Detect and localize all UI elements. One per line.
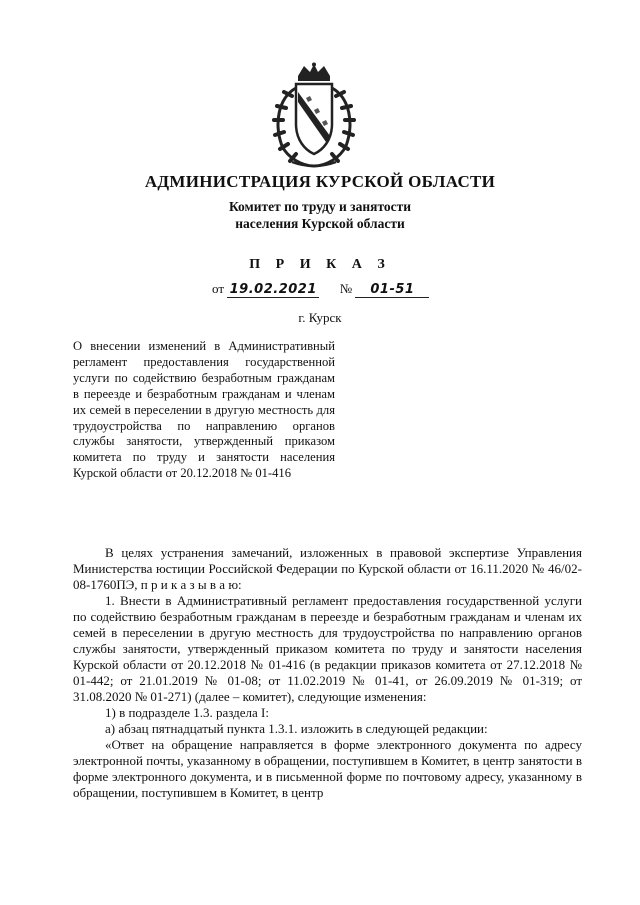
department-line-1: Комитет по труду и занятости (228, 199, 412, 214)
order-date-number (212, 281, 429, 298)
order-date: 19.02.2021 (229, 282, 317, 297)
paragraph-subitem-a: а) абзац пятнадцатый пункта 1.3.1. изложить в следующей редакции: (105, 721, 488, 736)
coat-of-arms-icon (268, 62, 360, 170)
number-prefix: № (339, 281, 353, 296)
order-number: 01-51 (370, 282, 415, 297)
date-prefix: от (212, 281, 225, 296)
order-date-field (227, 281, 319, 298)
paragraph-preamble: В целях устранения замечаний, изложенных в правовой экспертизе Управления Министерства юстиции Российской Федерации по Курской области от 16.11.2020 № 46/02-08-1760ПЭ, п р и к а з ы в а ю: (73, 545, 582, 592)
department-line-2: населения Курской области (235, 216, 405, 231)
paragraph-item-1: 1. Внести в Административный регламент предоставления государственной услуги по содействию безработным гражданам в переезде и безработным гражданам и членам их семей в переселении в другую местность для трудоустройства по направлению органов службы занятости, утвержденный приказом комитета по труду и занятости населения Курской области от 20.12.2018 № 01-416 (в редакции приказов комитета от 27.12.2018 № 01-442; от 21.01.2019 № 01-08; от 11.02.2019 № 01-41, от 26.09.2019 № 01-319; от 31.08.2020 № 01-271) (далее – комитет), следующие изменения: (73, 593, 582, 704)
order-subject: О внесении изменений в Административный регламент предоставления государственной услуги по содействию безработным гражданам в переезде и безработным гражданам и членам их семей в переселении в другую местность для трудоустройства по направлению органов службы занятости, утвержденный приказом комитета по труду и занятости населения Курской области от 20.12.2018 № 01-416 (73, 339, 335, 481)
order-title: П Р И К А З (249, 257, 391, 272)
department-name (0, 198, 640, 232)
organization-name: АДМИНИСТРАЦИЯ КУРСКОЙ ОБЛАСТИ (144, 172, 496, 191)
paragraph-quote: «Ответ на обращение направляется в форме электронного документа по адресу электронной почты, указанному в обращении, поступившем в Комитет, в центр занятости в форме электронного документа, и в письменной форме по почтовому адресу, указанному в обращении, поступившем в Комитет, в центр (73, 737, 582, 800)
order-number-field (355, 281, 429, 298)
paragraph-subitem-1: 1) в подразделе 1.3. раздела I: (105, 705, 269, 720)
city: г. Курск (298, 310, 342, 325)
order-body (73, 545, 582, 801)
